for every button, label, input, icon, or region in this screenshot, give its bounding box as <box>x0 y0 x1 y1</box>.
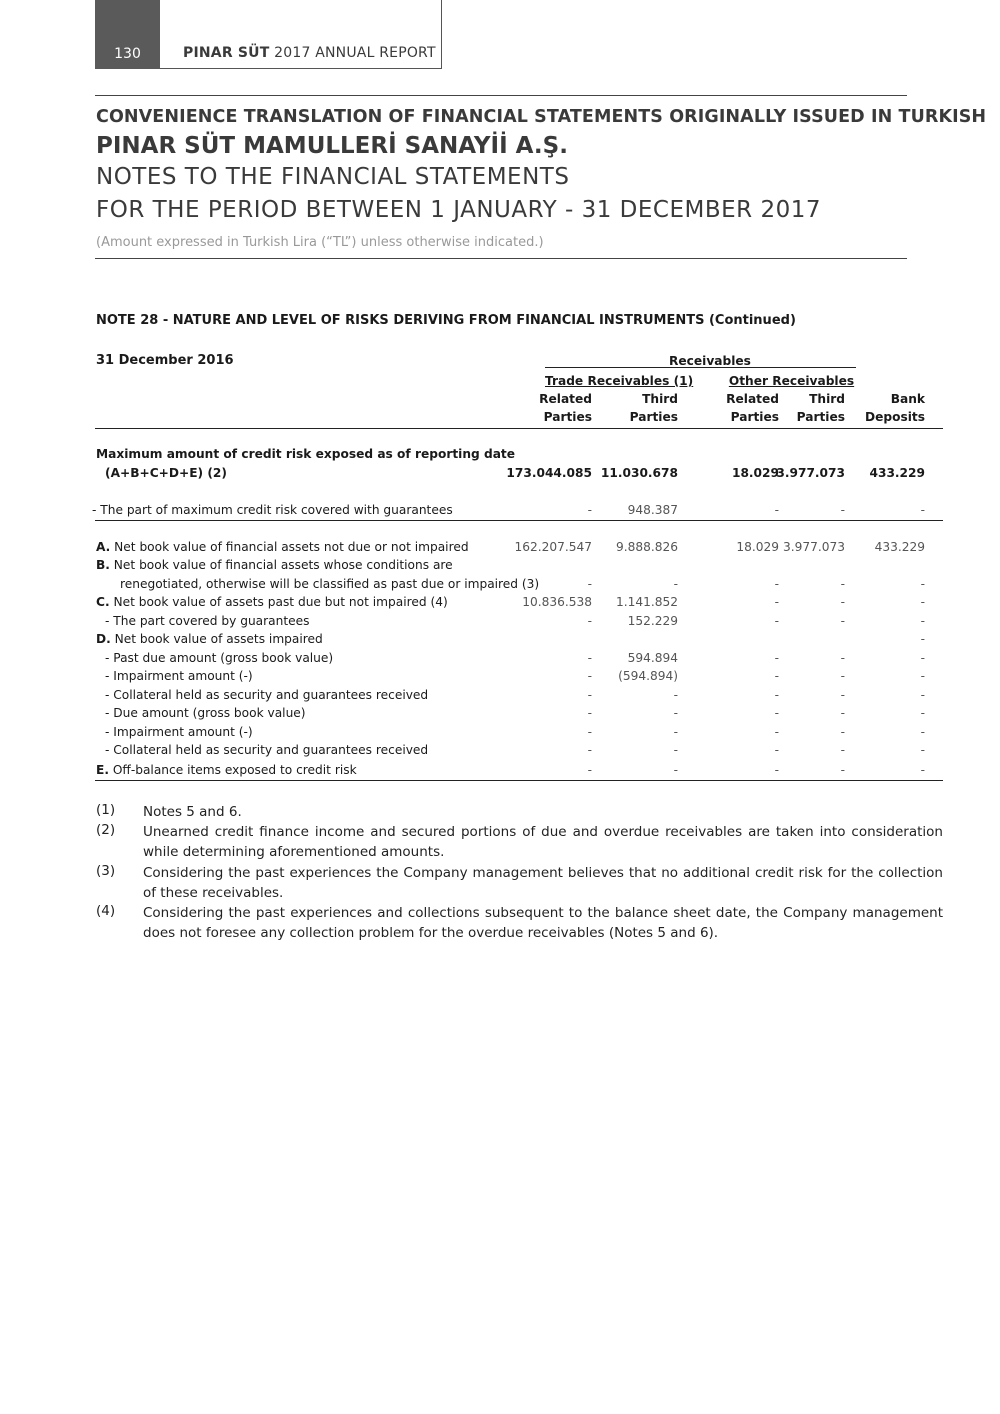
notes-title: NOTES TO THE FINANCIAL STATEMENTS <box>96 164 570 190</box>
row-label-text: - Collateral held as security and guarantees received <box>105 688 429 702</box>
max-value-1: 173.044.085 <box>506 466 592 480</box>
table-row-label <box>105 651 333 665</box>
max-label-2: (A+B+C+D+E) (2) <box>105 466 227 480</box>
table-cell: 594.894 <box>627 651 678 665</box>
table-cell: - <box>774 706 779 720</box>
table-cell: 3.977.073 <box>782 540 845 554</box>
table-cell: - <box>840 651 845 665</box>
table-cell: 1.141.852 <box>615 595 678 609</box>
column-header-1-line1: Related <box>539 392 592 406</box>
table-row-label <box>105 706 306 720</box>
table-cell: - <box>673 688 678 702</box>
period-title: FOR THE PERIOD BETWEEN 1 JANUARY - 31 DECEMBER 2017 <box>96 197 821 223</box>
max-value-5: 433.229 <box>869 466 925 480</box>
guarantee-value-5: - <box>920 503 925 517</box>
table-cell: - <box>920 688 925 702</box>
table-cell: - <box>920 577 925 591</box>
table-cell: - <box>840 706 845 720</box>
row-label-text: Net book value of assets past due but not impaired (4) <box>113 595 448 609</box>
row-prefix: A. <box>96 540 111 554</box>
row-label-text: renegotiated, otherwise will be classified as past due or impaired (3) <box>120 577 540 591</box>
table-date: 31 December 2016 <box>96 353 234 368</box>
table-cell: - <box>587 577 592 591</box>
table-cell: - <box>920 706 925 720</box>
table-cell: - <box>587 651 592 665</box>
footnote-text: Notes 5 and 6. <box>143 804 242 820</box>
row-label-text: - Impairment amount (-) <box>105 669 253 683</box>
guarantee-value-4: - <box>840 503 845 517</box>
table-row-label <box>96 595 448 609</box>
table-cell: - <box>587 725 592 739</box>
table-cell: - <box>673 763 678 777</box>
table-cell: 152.229 <box>627 614 678 628</box>
column-header-4-line1: Third <box>809 392 845 406</box>
table-cell: - <box>840 688 845 702</box>
max-value-4: 3.977.073 <box>776 466 845 480</box>
table-cell: - <box>673 725 678 739</box>
footnote-number: (4) <box>96 903 116 919</box>
table-cell: - <box>920 595 925 609</box>
table-bottom-rule <box>95 780 943 781</box>
table-cell: - <box>587 706 592 720</box>
row-label-text: - The part covered by guarantees <box>105 614 310 628</box>
row-label-text: - Impairment amount (-) <box>105 725 253 739</box>
table-row-label <box>105 725 253 739</box>
table-cell: - <box>840 595 845 609</box>
column-header-5-line1: Bank <box>890 392 925 406</box>
max-value-3: 18.029 <box>731 466 779 480</box>
column-header-3-line2: Parties <box>730 410 779 424</box>
row-label-text: Net book value of financial assets not due or not impaired <box>114 540 469 554</box>
currency-note: (Amount expressed in Turkish Lira (“TL”) unless otherwise indicated.) <box>96 235 544 250</box>
max-value-2: 11.030.678 <box>600 466 678 480</box>
table-cell: - <box>587 614 592 628</box>
table-cell: - <box>920 632 925 646</box>
table-cell: - <box>587 669 592 683</box>
guarantee-value-3: - <box>774 503 779 517</box>
brand-name: PINAR SÜT <box>183 45 270 61</box>
row-prefix: E. <box>96 763 109 777</box>
table-cell: 433.229 <box>874 540 925 554</box>
row-label-text: Net book value of financial assets whose conditions are <box>113 558 453 572</box>
table-cell: - <box>774 595 779 609</box>
table-row-label <box>96 763 357 777</box>
note-title: NOTE 28 - NATURE AND LEVEL OF RISKS DERIVING FROM FINANCIAL INSTRUMENTS (Continued) <box>96 313 796 328</box>
row-label-text: Off-balance items exposed to credit risk <box>112 763 357 777</box>
report-title <box>183 45 436 61</box>
header-bottom-rule <box>95 258 907 259</box>
header-rule <box>95 428 943 429</box>
table-cell: - <box>774 743 779 757</box>
table-row-label <box>105 669 253 683</box>
footnote-text: Unearned credit finance income and secured portions of due and overdue receivables are taken into consideration while determining aforementioned amounts. <box>143 824 943 861</box>
row-label-text: - Due amount (gross book value) <box>105 706 306 720</box>
table-row-label <box>105 688 428 702</box>
table-cell: - <box>840 577 845 591</box>
table-cell: (594.894) <box>618 669 678 683</box>
table-cell: - <box>920 725 925 739</box>
column-header-2-line2: Parties <box>629 410 678 424</box>
table-row-label <box>96 632 323 646</box>
row-prefix: B. <box>96 558 110 572</box>
table-cell: - <box>840 763 845 777</box>
table-cell: - <box>774 577 779 591</box>
table-row-label <box>105 614 309 628</box>
column-header-5-line2: Deposits <box>865 410 925 424</box>
group-trade-receivables: Trade Receivables (1) <box>545 374 694 388</box>
row-label-text: Net book value of assets impaired <box>114 632 323 646</box>
guarantee-rule <box>95 520 943 521</box>
table-row-label <box>96 558 453 572</box>
guarantee-value-2: 948.387 <box>627 503 678 517</box>
table-cell: 18.029 <box>736 540 779 554</box>
table-cell: 10.836.538 <box>522 595 592 609</box>
footnote-number: (2) <box>96 822 116 838</box>
top-rule <box>95 95 907 96</box>
report-name: 2017 ANNUAL REPORT <box>274 45 436 61</box>
footnote-number: (3) <box>96 863 116 879</box>
company-title: PINAR SÜT MAMULLERİ SANAYİİ A.Ş. <box>96 133 568 159</box>
page-number: 130 <box>95 0 160 69</box>
column-header-2-line1: Third <box>642 392 678 406</box>
table-cell: - <box>673 706 678 720</box>
table-cell: - <box>840 614 845 628</box>
footnote-text: Considering the past experiences the Company management believes that no additional credit risk for the collection of these receivables. <box>143 865 943 902</box>
table-cell: - <box>673 743 678 757</box>
guarantee-value-1: - <box>587 503 592 517</box>
guarantee-label: - The part of maximum credit risk covered with guarantees <box>92 503 453 517</box>
table-cell: - <box>587 688 592 702</box>
table-cell: - <box>920 763 925 777</box>
table-cell: - <box>774 688 779 702</box>
column-header-1-line2: Parties <box>543 410 592 424</box>
footnote-number: (1) <box>96 802 116 818</box>
table-cell: 162.207.547 <box>514 540 592 554</box>
max-label-1: Maximum amount of credit risk exposed as of reporting date <box>96 447 516 461</box>
table-cell: 9.888.826 <box>615 540 678 554</box>
row-label-text: - Past due amount (gross book value) <box>105 651 334 665</box>
table-cell: - <box>920 651 925 665</box>
group-receivables: Receivables <box>669 354 751 368</box>
table-cell: - <box>840 669 845 683</box>
row-prefix: D. <box>96 632 111 646</box>
table-cell: - <box>840 743 845 757</box>
row-label-text: - Collateral held as security and guarantees received <box>105 743 429 757</box>
column-header-3-line1: Related <box>726 392 779 406</box>
footnote-text: Considering the past experiences and collections subsequent to the balance sheet date, the Company management does not foresee any collection problem for the overdue receivables (Notes 5 and 6). <box>143 905 943 942</box>
table-cell: - <box>774 763 779 777</box>
table-cell: - <box>920 614 925 628</box>
table-cell: - <box>840 725 845 739</box>
row-prefix: C. <box>96 595 110 609</box>
column-header-4-line2: Parties <box>796 410 845 424</box>
convenience-title: CONVENIENCE TRANSLATION OF FINANCIAL STATEMENTS ORIGINALLY ISSUED IN TURKISH <box>96 107 987 127</box>
table-cell: - <box>587 743 592 757</box>
table-row-label <box>120 577 539 591</box>
table-cell: - <box>774 669 779 683</box>
table-cell: - <box>774 614 779 628</box>
table-cell: - <box>774 651 779 665</box>
table-cell: - <box>587 763 592 777</box>
group-other-receivables: Other Receivables <box>728 374 855 388</box>
table-row-label <box>105 743 428 757</box>
table-cell: - <box>673 577 678 591</box>
table-cell: - <box>920 669 925 683</box>
table-cell: - <box>774 725 779 739</box>
table-cell: - <box>920 743 925 757</box>
table-row-label <box>96 540 469 554</box>
